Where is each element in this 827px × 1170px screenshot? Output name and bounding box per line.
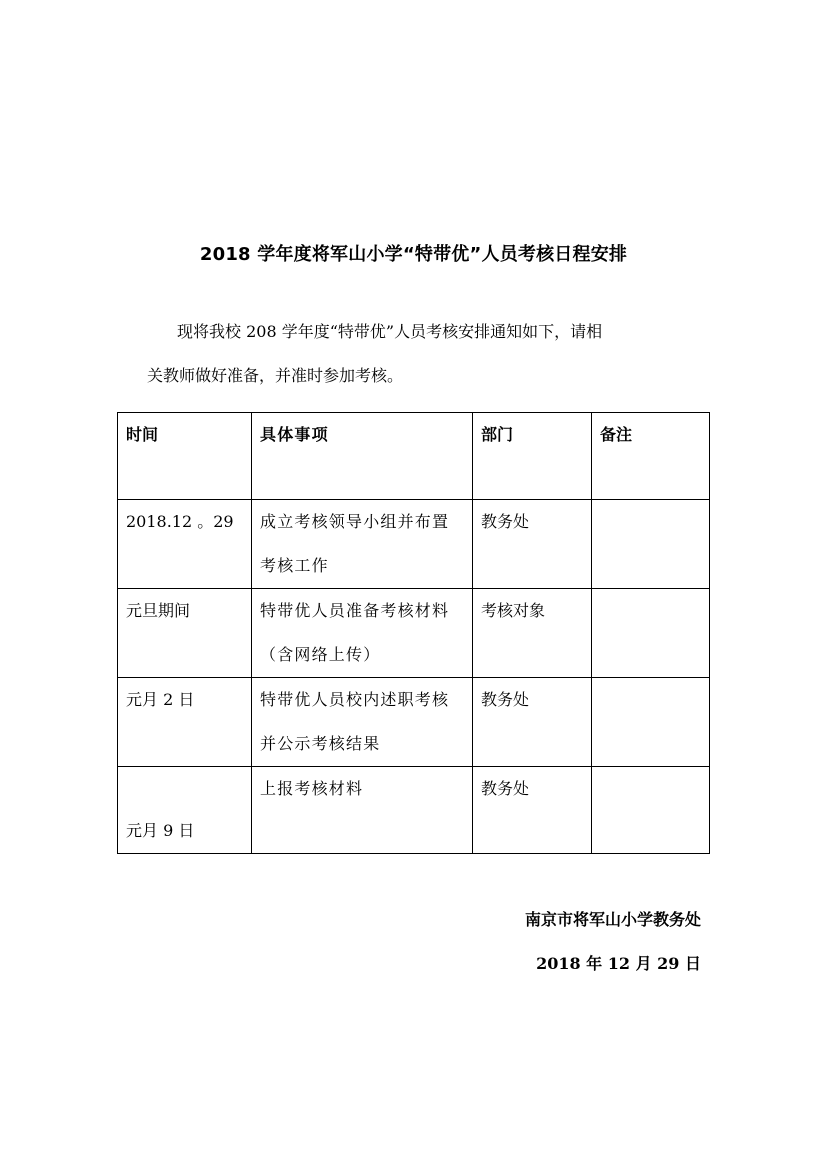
cell-dept: 教务处 <box>473 500 592 589</box>
cell-item: 成立考核领导小组并布置考核工作 <box>252 500 473 589</box>
cell-note <box>592 500 710 589</box>
header-note: 备注 <box>592 413 710 500</box>
cell-dept: 教务处 <box>473 767 592 854</box>
cell-dept: 教务处 <box>473 678 592 767</box>
table-row <box>118 500 710 589</box>
schedule-table <box>117 412 710 854</box>
signature-org: 南京市将军山小学教务处 <box>524 910 701 929</box>
document-title: 2018 学年度将军山小学“特带优”人员考核日程安排 <box>199 244 628 265</box>
table-header-row <box>118 413 710 500</box>
cell-time: 2018.12 。29 <box>118 500 252 589</box>
cell-time: 元旦期间 <box>118 589 252 678</box>
cell-time: 元月 9 日 <box>118 767 252 854</box>
cell-item: 上报考核材料 <box>252 767 473 854</box>
table-row <box>118 767 710 854</box>
cell-time: 元月 2 日 <box>118 678 252 767</box>
cell-note <box>592 589 710 678</box>
table-row <box>118 589 710 678</box>
cell-item: 特带优人员校内述职考核并公示考核结果 <box>252 678 473 767</box>
cell-note <box>592 767 710 854</box>
table-row <box>118 678 710 767</box>
header-item: 具体事项 <box>252 413 473 500</box>
cell-item: 特带优人员准备考核材料（含网络上传） <box>252 589 473 678</box>
header-time: 时间 <box>118 413 252 500</box>
cell-dept: 考核对象 <box>473 589 592 678</box>
intro-line-2: 关教师做好准备，并准时参加考核。 <box>147 366 404 385</box>
intro-paragraph <box>147 310 707 398</box>
cell-note <box>592 678 710 767</box>
signature-date: 2018 年 12 月 29 日 <box>536 954 701 973</box>
intro-line-1: 现将我校 208 学年度“特带优”人员考核安排通知如下，请相 <box>177 322 603 341</box>
signature-block <box>525 898 701 986</box>
header-dept: 部门 <box>473 413 592 500</box>
